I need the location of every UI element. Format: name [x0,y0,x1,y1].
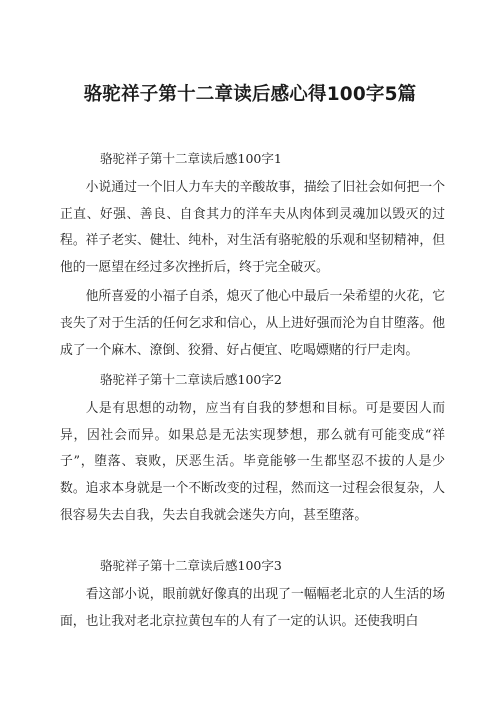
paragraph: 小说通过一个旧人力车夫的辛酸故事，描绘了旧社会如何把一个正直、好强、善良、自食其力的洋车夫从肉体到灵魂加以毁灭的过程。祥子老实、健壮、纯朴，对生活有骆驼般的乐观和坚韧精神，但他的一愿望在经过多次挫折后，终于完全破灭。 [60,180,445,275]
section-heading: 骆驼祥子第十二章读后感100字1 [100,151,282,166]
paragraph: 人是有思想的动物，应当有自我的梦想和目标。可是要因人而异，因社会而异。如果总是无法实现梦想，那么就有可能变成“祥子”，堕落、衰败，厌恶生活。毕竟能够一生都坚忍不拔的人是少数。追求本身就是一个不断改变的过程，然而这一过程会很复杂，人很容易失去自我，失去自我就会迷失方向，甚至堕落。 [60,401,445,523]
section-spacer [60,532,445,553]
document-title: 骆驼祥子第十二章读后感心得100字5篇 [83,84,417,105]
paragraph: 看这部小说，眼前就好像真的出现了一幅幅老北京的人生活的场面，也让我对老北京拉黄包车的人有了一定的认识。还使我明白 [60,587,445,629]
paragraph: 他所喜爱的小福子自杀，熄灭了他心中最后一朵希望的火花，它丧失了对于生活的任何乞求和信心，从上进好强而沦为自甘堕落。他成了一个麻木、潦倒、狡猾、好占便宜、吃喝嫖赌的行尸走肉。 [60,289,445,358]
section-heading: 骆驼祥子第十二章读后感100字2 [100,372,282,388]
document-body [60,146,445,638]
section-heading: 骆驼祥子第十二章读后感100字3 [100,558,282,574]
